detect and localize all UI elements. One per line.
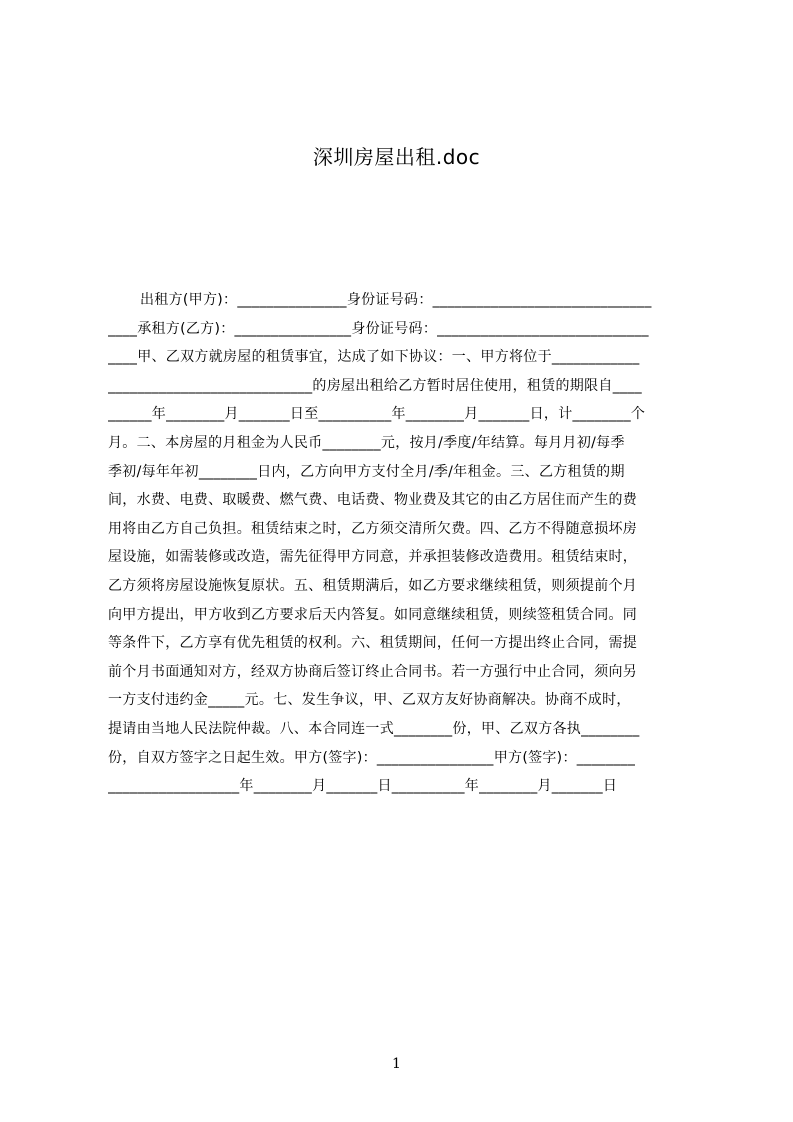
page-number: 1 <box>392 1056 401 1072</box>
contract-body <box>108 286 698 801</box>
contract-line: 月。二、本房屋的月租金为人民币________元，按月/季度/年结算。每月月初/每季 <box>108 434 625 451</box>
contract-line: 一方支付违约金_____元。七、发生争议，甲、乙双方友好协商解决。协商不成时， <box>108 692 631 709</box>
contract-line: 前个月书面通知对方，经双方协商后签订终止合同书。若一方强行中止合同，须向另 <box>108 663 638 680</box>
contract-line: 出租方(甲方)：_______________身份证号码：______________________________ <box>140 292 652 308</box>
contract-line: 份，自双方签字之日起生效。甲方(签字)：________________甲方(签字)：________ <box>108 749 636 766</box>
contract-line: 提请由当地人民法院仲裁。八、本合同连一式________份，甲、乙双方各执________ <box>108 720 640 737</box>
contract-line: ____________________________的房屋出租给乙方暂时居住使用，租赁的期限自____ <box>108 377 642 394</box>
document-title: 深圳房屋出租.doc <box>312 145 481 169</box>
contract-line: 屋设施，如需装修或改造，需先征得甲方同意，并承担装修改造费用。租赁结束时， <box>108 549 638 566</box>
contract-line: 乙方须将房屋设施恢复原状。五、租赁期满后，如乙方要求继续租赁，则须提前个月 <box>108 577 638 594</box>
contract-line: 季初/每年年初________日内，乙方向甲方支付全月/季/年租金。三、乙方租赁的期 <box>108 463 625 480</box>
contract-line: 向甲方提出，甲方收到乙方要求后天内答复。如同意继续租赁，则续签租赁合同。同 <box>108 606 638 623</box>
contract-line: ____承租方(乙方)：________________身份证号码：_____________________________ <box>108 320 649 337</box>
contract-line: __________________年________月_______日__________年________月_______日 <box>108 778 618 795</box>
contract-line: 用将由乙方自己负担。租赁结束之时，乙方须交清所欠费。四、乙方不得随意损坏房 <box>108 520 638 537</box>
contract-line: ____甲、乙双方就房屋的租赁事宜，达成了如下协议：一、甲方将位于____________ <box>108 349 640 366</box>
contract-line: 等条件下，乙方享有优先租赁的权利。六、租赁期间，任何一方提出终止合同，需提 <box>108 635 638 652</box>
contract-line: ______年________月_______日至__________年________月_______日，计________个 <box>108 406 646 423</box>
contract-line: 间，水费、电费、取暖费、燃气费、电话费、物业费及其它的由乙方居住而产生的费 <box>108 492 638 509</box>
